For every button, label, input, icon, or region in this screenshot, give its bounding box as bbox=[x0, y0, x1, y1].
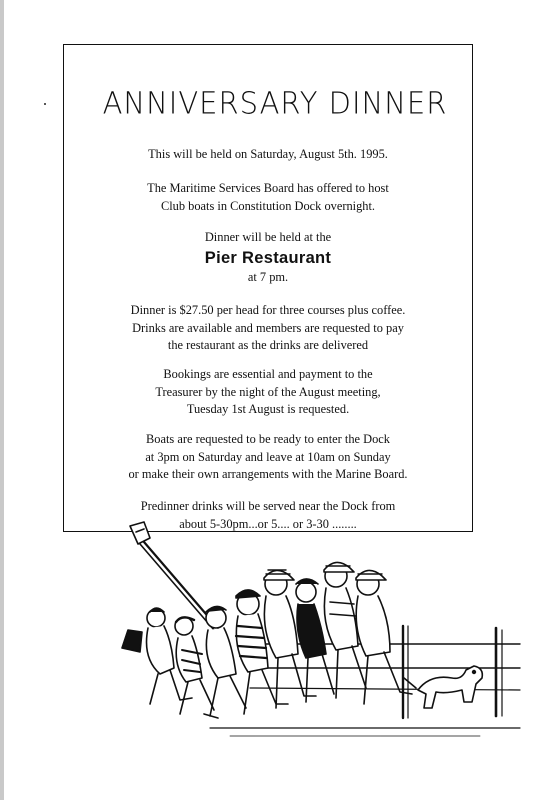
boats-line-2: at 3pm on Saturday and leave at 10am on Sunday bbox=[145, 449, 391, 464]
boats-paragraph bbox=[63, 431, 473, 484]
dog-icon bbox=[404, 666, 482, 708]
crew-figures-icon bbox=[122, 562, 412, 718]
venue-paragraph bbox=[63, 229, 473, 286]
oar-icon bbox=[130, 522, 218, 630]
scan-edge bbox=[0, 0, 4, 800]
venue-name: Pier Restaurant bbox=[204, 248, 332, 267]
price-line-1: Dinner is $27.50 per head for three courses plus coffee. bbox=[130, 303, 406, 317]
booking-line-2: Treasurer by the night of the August meeting, bbox=[155, 384, 381, 399]
booking-paragraph bbox=[63, 366, 473, 419]
date-text: This will be held on Saturday, August 5th. 1995. bbox=[148, 147, 388, 161]
price-line-3: the restaurant as the drinks are delivered bbox=[167, 338, 369, 352]
booking-line-1: Bookings are essential and payment to the bbox=[163, 367, 373, 381]
dinner-intro: Dinner will be held at the bbox=[204, 230, 332, 244]
drinks-line-2: about 5-30pm...or 5.... or 3-30 ........ bbox=[179, 516, 357, 531]
msb-line-1: The Maritime Services Board has offered to host bbox=[147, 181, 389, 195]
booking-line-3: Tuesday 1st August is requested. bbox=[186, 402, 350, 416]
date-line bbox=[63, 146, 473, 164]
dinner-time: at 7 pm. bbox=[247, 269, 289, 284]
boats-line-1: Boats are requested to be ready to enter the Dock bbox=[146, 432, 390, 446]
rowing-crew-cartoon-icon bbox=[100, 518, 530, 753]
msb-paragraph bbox=[63, 180, 473, 215]
drinks-line-1: Predinner drinks will be served near the Dock from bbox=[140, 499, 396, 513]
msb-line-2: Club boats in Constitution Dock overnight. bbox=[160, 198, 376, 213]
notice-title: ANNIVERSARY DINNER bbox=[102, 85, 448, 121]
boats-line-3: or make their own arrangements with the Marine Board. bbox=[128, 467, 408, 481]
price-line-2: Drinks are available and members are requested to pay bbox=[132, 320, 404, 335]
price-paragraph bbox=[63, 302, 473, 355]
